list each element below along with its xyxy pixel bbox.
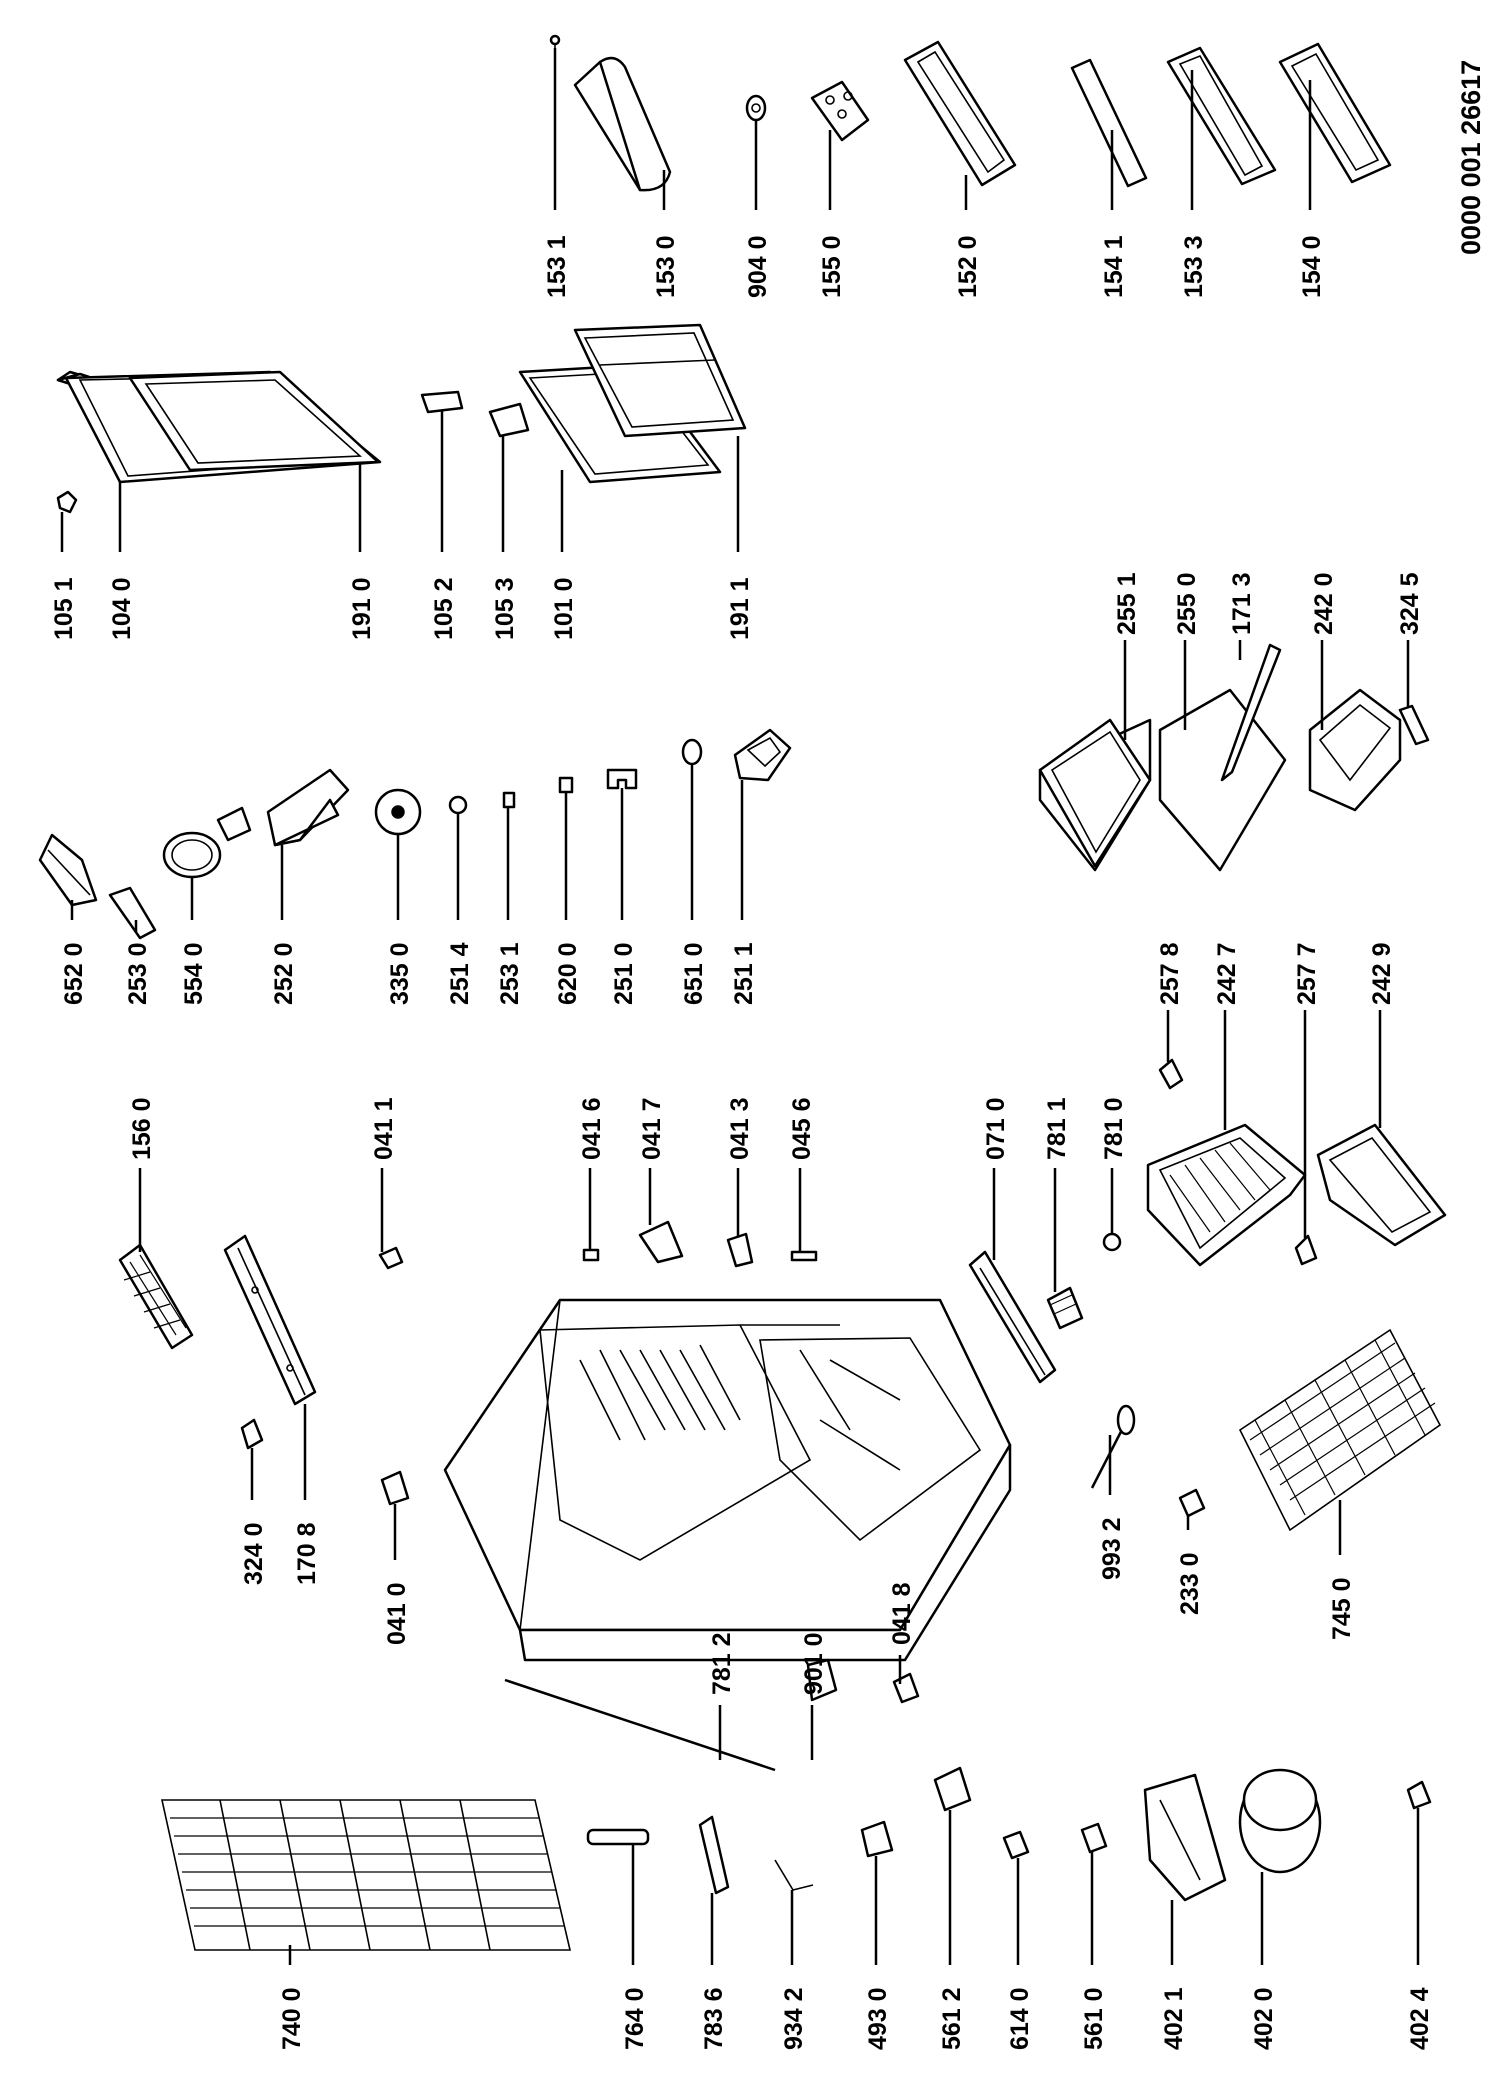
part-label: 783 6 [700, 1987, 728, 2050]
part-label: 242 0 [1310, 572, 1338, 635]
part-label: 171 3 [1228, 572, 1256, 635]
part-label: 041 7 [638, 1097, 666, 1160]
part-label: 104 0 [108, 577, 136, 640]
part-label: 745 0 [1328, 1577, 1356, 1640]
fridge-door-drawing [58, 372, 380, 482]
part-label: 781 2 [708, 1632, 736, 1695]
part-label: 153 3 [1180, 235, 1208, 298]
part-label: 993 2 [1098, 1517, 1126, 1580]
part-label: 253 0 [124, 942, 152, 1005]
part-label: 242 7 [1213, 942, 1241, 1005]
part-label: 934 2 [780, 1987, 808, 2050]
part-label: 614 0 [1006, 1987, 1034, 2050]
part-label: 233 0 [1176, 1552, 1204, 1615]
freezer-door-drawing [520, 325, 745, 482]
part-label: 493 0 [864, 1987, 892, 2050]
part-label: 324 5 [1396, 572, 1424, 635]
part-label: 257 8 [1156, 942, 1184, 1005]
part-label: 191 1 [726, 577, 754, 640]
shelf-clips-drawing [584, 1222, 816, 1266]
part-label: 901 0 [800, 1632, 828, 1695]
part-label: 324 0 [240, 1522, 268, 1585]
part-label: 041 0 [383, 1582, 411, 1645]
part-label: 255 0 [1173, 572, 1201, 635]
part-label: 154 1 [1100, 235, 1128, 298]
leader-lines [62, 48, 1418, 1965]
freezer-shelves-drawing [1040, 645, 1428, 870]
part-label: 781 0 [1100, 1097, 1128, 1160]
part-label: 041 1 [370, 1097, 398, 1160]
condenser-drawing [162, 1800, 570, 1950]
part-label: 041 8 [888, 1582, 916, 1645]
part-label: 651 0 [680, 942, 708, 1005]
part-label: 253 1 [496, 942, 524, 1005]
part-label: 251 1 [730, 942, 758, 1005]
part-label: 191 0 [348, 577, 376, 640]
part-label: 255 1 [1113, 572, 1141, 635]
part-label: 781 1 [1043, 1097, 1071, 1160]
part-label: 257 7 [1293, 942, 1321, 1005]
part-label: 152 0 [954, 235, 982, 298]
part-label: 554 0 [180, 942, 208, 1005]
part-label: 041 3 [726, 1097, 754, 1160]
part-label: 251 0 [610, 942, 638, 1005]
bottom-components-drawing [588, 1660, 1430, 1900]
cabinet-body-drawing [445, 1300, 1010, 1660]
part-label: 402 4 [1406, 1987, 1434, 2050]
part-label: 904 0 [744, 235, 772, 298]
document-reference-number: 0000 001 26617 [1456, 59, 1486, 255]
part-label: 402 1 [1160, 1987, 1188, 2050]
part-label: 105 2 [430, 577, 458, 640]
part-label: 652 0 [60, 942, 88, 1005]
part-label: 154 0 [1298, 235, 1326, 298]
part-label: 402 0 [1250, 1987, 1278, 2050]
part-label: 071 0 [982, 1097, 1010, 1160]
door-shelves-drawing [551, 36, 1390, 190]
lower-parts-drawing [1092, 1330, 1440, 1530]
part-label: 156 0 [128, 1097, 156, 1160]
part-label: 242 9 [1368, 942, 1396, 1005]
part-label: 561 0 [1080, 1987, 1108, 2050]
part-label: 105 1 [50, 577, 78, 640]
part-label: 764 0 [621, 1987, 649, 2050]
part-label: 252 0 [270, 942, 298, 1005]
part-label: 041 6 [578, 1097, 606, 1160]
part-label: 561 2 [938, 1987, 966, 2050]
part-label: 101 0 [550, 577, 578, 640]
part-label: 153 0 [652, 235, 680, 298]
part-label: 045 6 [788, 1097, 816, 1160]
control-components-drawing [40, 730, 790, 938]
part-label: 105 3 [491, 577, 519, 640]
evaporator-strip-drawing [970, 1234, 1120, 1382]
freezer-drawers-drawing [1148, 1060, 1445, 1265]
part-label: 335 0 [386, 942, 414, 1005]
part-label: 251 4 [446, 942, 474, 1005]
part-label: 620 0 [554, 942, 582, 1005]
part-label: 740 0 [278, 1987, 306, 2050]
part-label: 155 0 [818, 235, 846, 298]
part-label: 170 8 [293, 1522, 321, 1585]
vent-grille-drawing [120, 1245, 192, 1348]
part-label: 153 1 [543, 235, 571, 298]
